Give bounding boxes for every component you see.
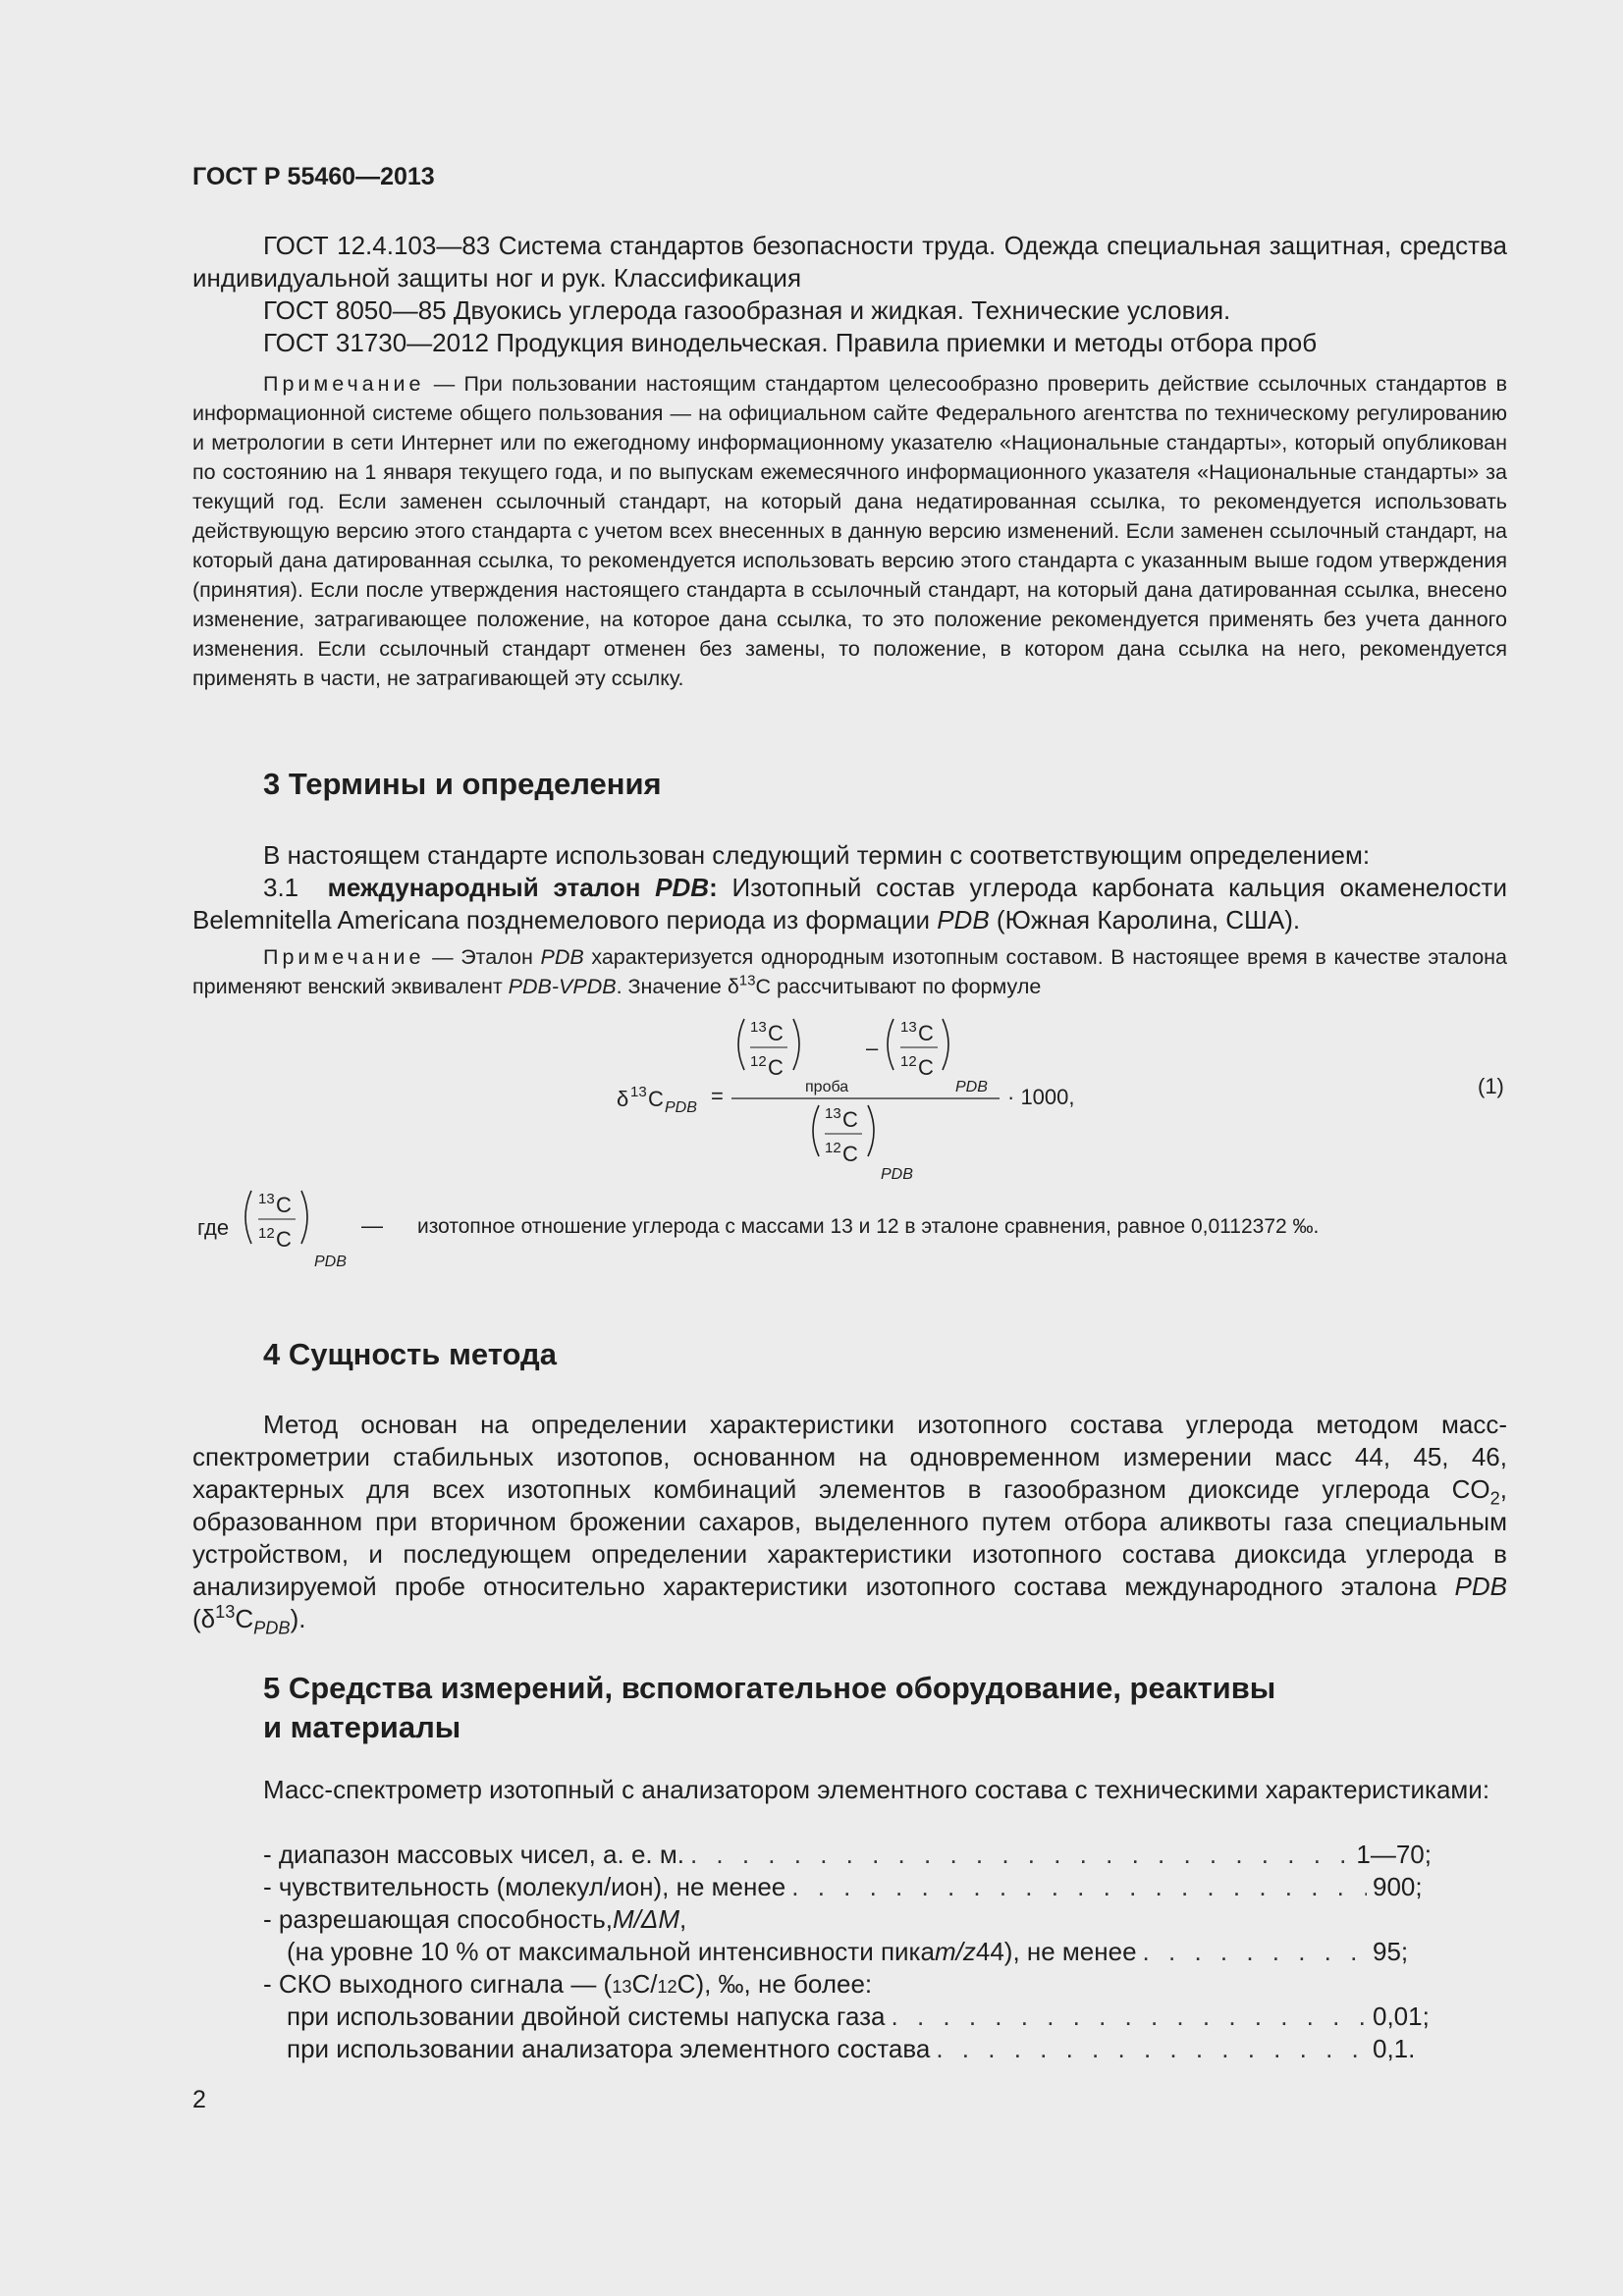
svg-text:PDB: PDB (314, 1254, 347, 1270)
left-paren (888, 1019, 893, 1070)
reference-item: ГОСТ 31730—2012 Продукция винодельческая. Правила приемки и методы отбора проб (263, 328, 1318, 357)
right-paren (943, 1019, 948, 1070)
section-5-body (192, 1774, 1507, 1806)
section-3-heading: 3 Термины и определения (263, 767, 662, 801)
svg-text:=: = (711, 1084, 724, 1108)
section-4-heading: 4 Сущность метода (263, 1337, 557, 1371)
note-label: Примечание (263, 372, 425, 396)
spec-item: при использовании анализатора элементного состава . . . 0,1. (263, 2033, 1432, 2065)
svg-text:–: – (866, 1036, 879, 1060)
svg-text:C: C (918, 1021, 934, 1045)
spec-item: - диапазон массовых чисел, а. е. м. . . . 1—70; (263, 1839, 1432, 1871)
spec-item: - разрешающая способность, M/ΔM , (263, 1904, 687, 1934)
svg-text:C: C (918, 1055, 934, 1080)
svg-text:изотопное отношение углерода с: изотопное отношение углерода с массами 13 и 12 в эталоне сравнения, равное 0,0112372 ‰. (417, 1215, 1320, 1238)
spec-item: - чувствительность (молекул/ион), не менее . . . 900; (263, 1871, 1432, 1903)
svg-text:13: 13 (630, 1084, 647, 1100)
section-3-intro: В настоящем стандарте использован следующий термин с соответствующим определением: (263, 840, 1371, 870)
svg-text:PDB: PDB (881, 1166, 913, 1183)
section-4-body (192, 1409, 1507, 1638)
right-paren (793, 1019, 799, 1070)
svg-text:—: — (361, 1213, 383, 1238)
formula-number: (1) (1478, 1074, 1504, 1098)
right-paren (868, 1105, 874, 1156)
spec-item: (на уровне 10 % от максимальной интенсивности пика m/z 44), не менее . . . 95; (263, 1936, 1432, 1968)
svg-text:C: C (648, 1087, 664, 1111)
svg-text:12: 12 (750, 1053, 767, 1070)
svg-text:где: где (197, 1215, 230, 1240)
spec-item: при использовании двойной системы напуска газа . . . 0,01; (263, 2001, 1432, 2033)
svg-text:13: 13 (258, 1191, 275, 1207)
svg-text:PDB: PDB (955, 1079, 988, 1095)
section-4-paragraph: Метод основан на определении характеристики изотопного состава углерода методом масс-спектрометрии стабильных изотопов, основанном на одновременном измерении масс 44, 45, 46, характерных для всех изотопных комбинаций элементов в газообразном диоксиде углерода $CO_2$, образованном при вторичном брожении сахаров, выделенного путем отбора аликвоты газа специальным устройством, и последующем определении характеристики изотопного состава диоксида углерода в анализируемой пробе относительно характеристики изотопного состава международного эталона PDB $(\delta^{13}C_{PDB})$. (192, 1410, 1507, 1638)
document-header: ГОСТ Р 55460—2013 (192, 163, 435, 190)
svg-text:13: 13 (825, 1105, 841, 1122)
svg-text:13: 13 (750, 1019, 767, 1036)
svg-text:PDB: PDB (665, 1099, 697, 1116)
section-5-heading: 5 Средства измерений, вспомогательное оборудование, реактивы и материалы (263, 1671, 1276, 1744)
svg-text:· 1000,: · 1000, (1007, 1085, 1075, 1109)
svg-text:C: C (768, 1021, 784, 1045)
left-paren (738, 1019, 744, 1070)
term-definition: 3.1 международный эталон PDB: Изотопный состав углерода карбоната кальция окаменелости Belemnitella Americana позднемелового периода из формации PDB (Южная Каролина, США). (192, 873, 1507, 934)
where-clause (197, 1191, 1319, 1270)
svg-text:12: 12 (258, 1225, 275, 1242)
section-5-intro: Масс-спектрометр изотопный с анализатором элементного состава с техническими характеристиками: (263, 1775, 1490, 1804)
svg-text:проба: проба (805, 1079, 849, 1095)
spec-item: - СКО выходного сигнала — ( 13 C/ 12 C), ‰, не более: (263, 1969, 873, 1999)
term-name: международный эталон (327, 873, 641, 902)
note-text: — При пользовании настоящим стандартом целесообразно проверить действие ссылочных стандартов в информационной системе общего пользования — на официальном сайте Федерального агентства по техническому регулированию и метрологии в сети Интернет или по ежегодному информационному указателю «Национальные стандарты», который опубликован по состоянию на 1 января текущего года, и по выпускам ежемесячного информационного указателя «Национальные стандарты» за текущий год. Если заменен ссылочный стандарт, на который дана недатированная ссылка, то рекомендуется использовать действующую версию этого стандарта с учетом всех внесенных в данную версию изменений. Если заменен ссылочный стандарт, на который дана датированная ссылка, то рекомендуется использовать версию этого стандарта с указанным выше годом утверждения (принятия). Если после утверждения настоящего стандарта в ссылочный стандарт, на который дана датированная ссылка, внесено изменение, затрагивающее положение, на которое дана ссылка, то это положение рекомендуется применять без учета данного изменения. Если ссылочный стандарт отменен без замены, то положение, в котором дана ссылка на него, рекомендуется применять в части, не затрагивающей эту ссылку. (192, 372, 1507, 690)
spec-list (263, 1839, 1432, 2065)
svg-text:C: C (842, 1142, 858, 1166)
svg-text:13: 13 (900, 1019, 917, 1036)
page-number: 2 (192, 2086, 206, 2113)
svg-text:12: 12 (900, 1053, 917, 1070)
svg-text:C: C (768, 1055, 784, 1080)
svg-text:C: C (276, 1227, 292, 1252)
svg-text:12: 12 (825, 1140, 841, 1156)
formula-delta: δ (617, 1087, 629, 1111)
svg-text:C: C (842, 1107, 858, 1132)
svg-text:C: C (276, 1193, 292, 1217)
term-note: Примечание — Эталон PDB характеризуется однородным изотопным составом. В настоящее время в качестве эталона применяют венский эквивалент PDB-VPDB. Значение $\delta^{13}C$ рассчитывают по формуле (192, 945, 1507, 998)
left-paren (813, 1105, 819, 1156)
reference-item: ГОСТ 8050—85 Двуокись углерода газообразная и жидкая. Технические условия. (263, 295, 1231, 325)
reference-item: ГОСТ 12.4.103—83 Система стандартов безопасности труда. Одежда специальная защитная, средства индивидуальной защиты ног и рук. Классификация (192, 231, 1507, 293)
